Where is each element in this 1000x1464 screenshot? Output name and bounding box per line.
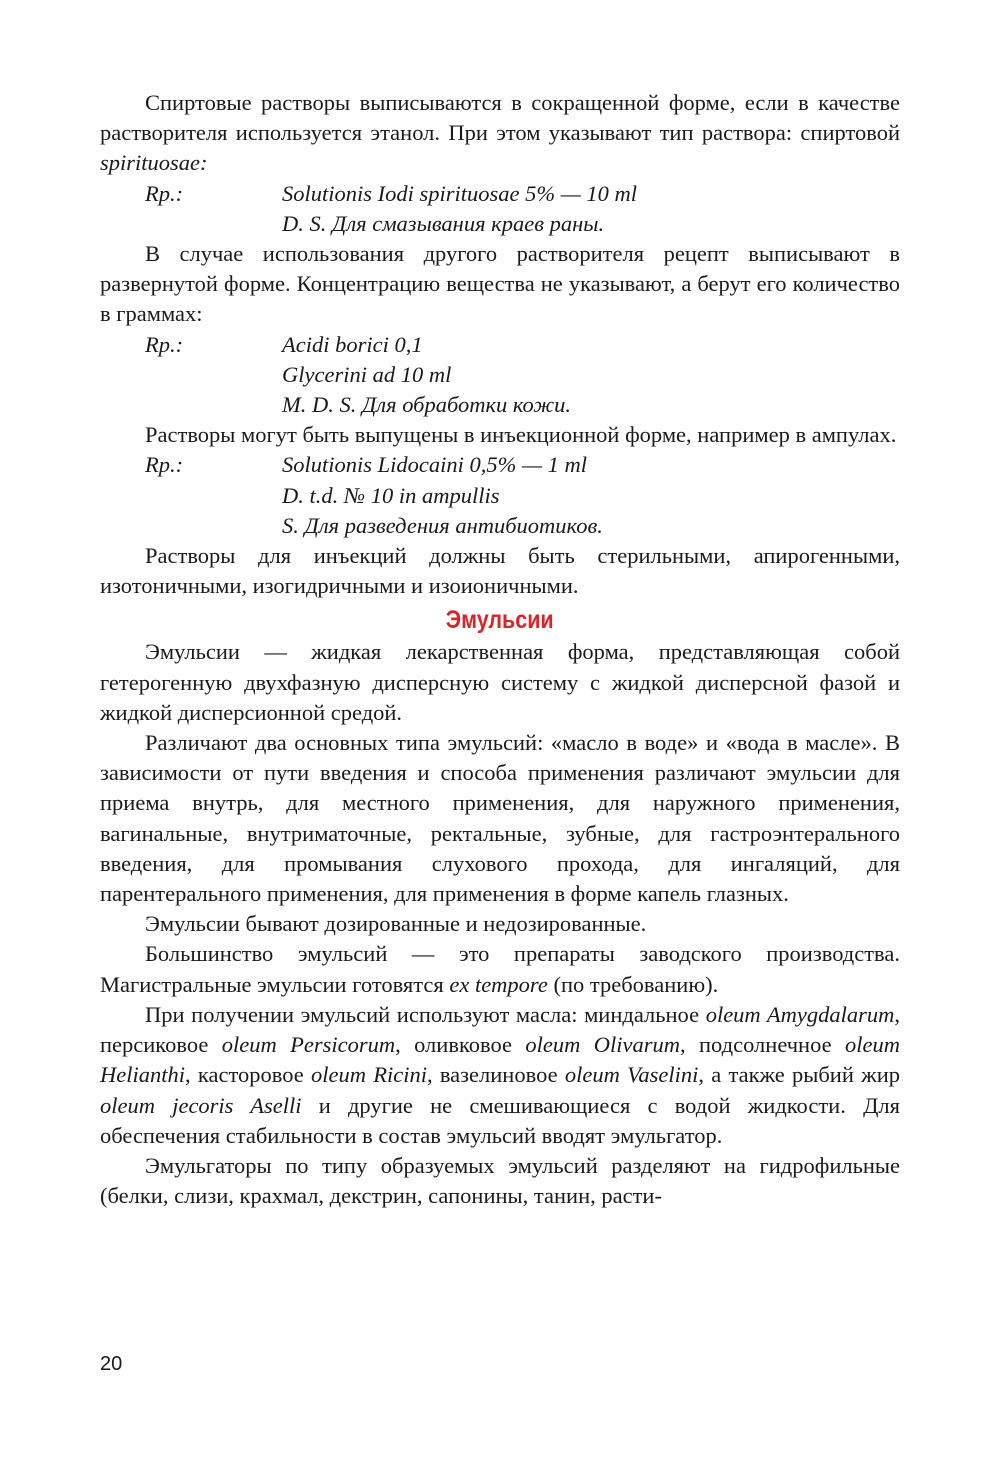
section-heading-emulsions: Эмульсии <box>446 606 554 635</box>
rx-line: D. t.d. № 10 in ampullis <box>282 482 500 508</box>
italic-term: spirituosae: <box>100 150 208 176</box>
paragraph-production: Большинство эмульсий — это препараты заводского производства. Магистральные эмульсии готовятся ex tempore (по требованию). <box>100 941 900 997</box>
paragraph-emulsion-types: Различают два основных типа эмульсий: «масло в воде» и «вода в масле». В зависимости от пути введения и способа применения различают эмульсии для приема внутрь, для местного применения, для наружного применения, вагинальные, внутриматочные, ректальные, зубные, для гастроэнтерального введения, для промывания слухового прохода, для ингаляций, для парентерального применения, для применения в форме капель глазных. <box>100 730 900 907</box>
rx-label: Rp.: <box>145 331 184 357</box>
rx-line: Solutionis Iodi spirituosae 5% — 10 ml <box>282 180 638 206</box>
paragraph-injection-form: Растворы могут быть выпущены в инъекционной форме, например в ампулах. <box>145 422 897 448</box>
rx-line: M. D. S. Для обработки кожи. <box>282 392 572 418</box>
page-content <box>100 88 900 1211</box>
paragraph-oils: При получении эмульсий используют масла: миндальное oleum Amygdalarum, персиковое oleum Persicorum, оливковое oleum Olivarum, подсолнечное oleum Helianthi, касторовое oleum Ricini, вазелиновое oleum Vaselini, а также рыбий жир oleum jecoris Aselli и другие не смешивающиеся с водой жидкости. Для обеспечения стабильности в состав эмульсий вводят эмульгатор. <box>100 1001 900 1148</box>
paragraph-emulsion-definition: Эмульсии — жидкая лекарственная форма, представляющая собой гетерогенную двухфазную дисперсную систему с жидкой дисперсной фазой и жидкой дисперсионной средой. <box>100 639 900 725</box>
rx-line: S. Для разведения антибиотиков. <box>282 512 603 538</box>
page-number: 20 <box>100 1353 123 1375</box>
prescription-lidocaine <box>100 450 900 541</box>
prescription-iodine <box>100 179 900 239</box>
rx-label: Rp.: <box>145 180 184 206</box>
rx-line: Glycerini ad 10 ml <box>282 361 452 387</box>
rx-label: Rp.: <box>145 452 184 478</box>
paragraph-other-solvent: В случае использования другого растворителя рецепт выписывают в развернутой форме. Концентрацию вещества не указывают, а берут его количество в граммах: <box>100 241 900 327</box>
rx-line: D. S. Для смазывания краев раны. <box>282 210 605 236</box>
rx-line: Solutionis Lidocaini 0,5% — 1 ml <box>282 452 588 478</box>
paragraph-injection-requirements: Растворы для инъекций должны быть стерильными, апирогенными, изотоничными, изогидричными и изоионичными. <box>100 543 900 599</box>
prescription-boric-acid <box>100 330 900 421</box>
rx-line: Acidi borici 0,1 <box>282 331 423 357</box>
paragraph-emulsifiers: Эмульгаторы по типу образуемых эмульсий разделяют на гидрофильные (белки, слизи, крахмал, декстрин, сапонины, танин, расти- <box>100 1152 900 1209</box>
paragraph-dosed: Эмульсии бывают дозированные и недозированные. <box>145 911 647 937</box>
paragraph-alcohol-solutions: Спиртовые растворы выписываются в сокращенной форме, если в качестве растворителя используется этанол. При этом указывают тип раствора: спиртовой spirituosae: <box>100 90 900 176</box>
